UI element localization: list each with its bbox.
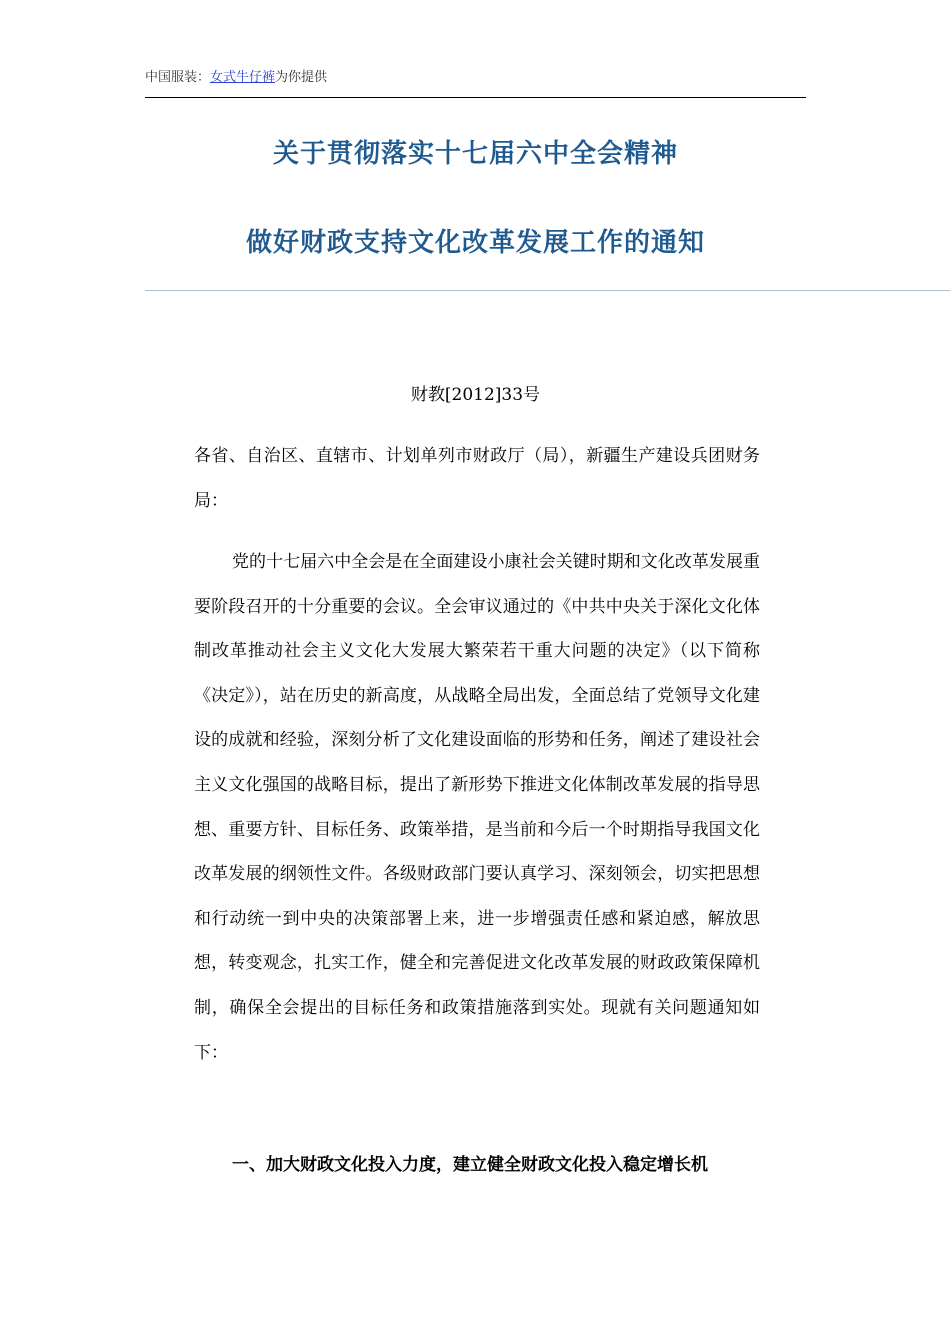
document-title-line-2: 做好财政支持文化改革发展工作的通知 (245, 228, 705, 258)
document-number: 财教[2012]33号 (410, 385, 541, 405)
header-prefix: 中国服装： (145, 70, 211, 85)
body-paragraph: 党的十七届六中全会是在全面建设小康社会关键时期和文化改革发展重要阶段召开的十分重要的会议。全会审议通过的《中共中央关于深化文化体制改革推动社会主义文化大发展大繁荣若干重大问题的决定》（以下简称《决定》），站在历史的新高度，从战略全局出发，全面总结了党领导文化建设的成就和经验，深刻分析了文化建设面临的形势和任务，阐述了建设社会主义文化强国的战略目标，提出了新形势下推进文化体制改革发展的指导思想、重要方针、目标任务、政策举措，是当前和今后一个时期指导我国文化改革发展的纲领性文件。各级财政部门要认真学习、深刻领会，切实把思想和行动统一到中央的决策部署上来，进一步增强责任感和紧迫感，解放思想，转变观念，扎实工作，健全和完善促进文化改革发展的财政政策保障机制，确保全会提出的目标任务和政策措施落到实处。现就有关问题通知如下： (194, 552, 760, 1063)
page-header (145, 66, 327, 85)
document-title-line-1: 关于贯彻落实十七届六中全会精神 (272, 139, 678, 169)
header-link[interactable]: 女式牛仔裤 (210, 70, 276, 85)
header-suffix: 为你提供 (275, 70, 328, 85)
header-divider (145, 97, 806, 98)
addressee-paragraph: 各省、自治区、直辖市、计划单列市财政厅（局），新疆生产建设兵团财务局： (194, 446, 760, 511)
section-heading: 一、加大财政文化投入力度，建立健全财政文化投入稳定增长机 (232, 1155, 708, 1175)
title-divider (145, 290, 950, 291)
